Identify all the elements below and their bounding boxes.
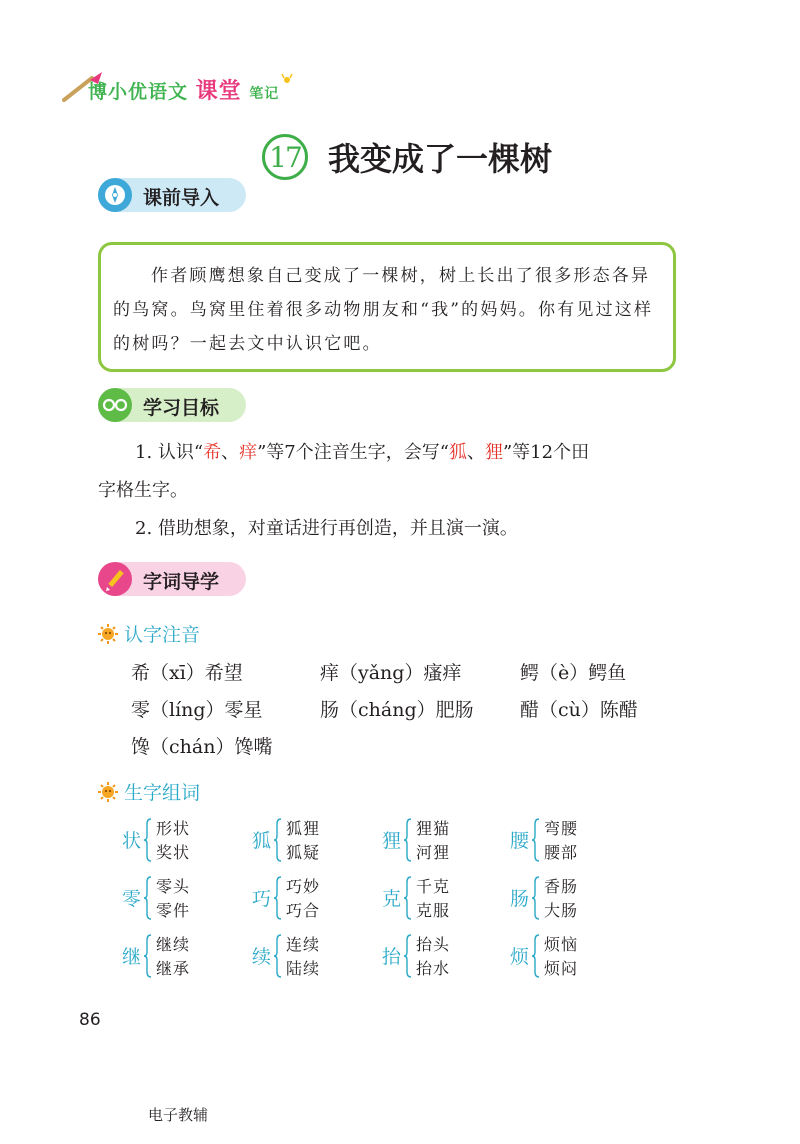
sun-icon [97,623,119,645]
word-group-word: 克服 [416,901,451,920]
brace-icon [144,934,152,978]
word-group-char: 烦 [510,946,530,968]
word-group-word: 陆续 [286,959,321,978]
brace-icon [404,934,412,978]
brand-logo [88,74,279,105]
word-group-word: 烦恼 [544,935,579,954]
footer-note: 电子教辅 [148,1106,209,1124]
brace-icon [144,818,152,862]
intro-text: 作者顾鹰想象自己变成了一棵树，树上长出了很多形态各异的鸟窝。鸟窝里住着很多动物朋友和“我”的妈妈。你有见过这样的树吗？一起去文中认识它吧。 [113,266,654,354]
pencil-icon [98,562,132,596]
word-group-char: 状 [122,830,142,852]
word-group-word: 零头 [156,877,191,896]
section-intro-label: 课前导入 [143,187,220,209]
brace-icon [144,876,152,920]
word-group-word: 形状 [156,819,191,838]
logo-part1: 博小优语文 [88,81,189,103]
pinyin-item: 希（xī）希望 [131,662,243,684]
word-groups-heading: 生字组词 [124,782,201,804]
word-group-word: 腰部 [544,843,579,862]
pinyin-item: 肠（cháng）肥肠 [320,699,474,721]
brace-icon [532,876,540,920]
brace-icon [274,876,282,920]
goal-1-line2: 字格生字。 [98,480,188,501]
word-group-char: 狸 [382,830,402,852]
word-group-word: 烦闷 [544,959,579,978]
glasses-icon [98,388,132,422]
word-group-word: 巧合 [286,901,321,920]
word-group-word: 千克 [416,877,451,896]
brace-icon [532,934,540,978]
word-group-char: 巧 [252,888,272,910]
brace-icon [274,934,282,978]
word-group-word: 连续 [286,935,321,954]
goal-1-line1: 1. 认识“希、痒”等7个注音生字，会写“狐、狸”等12个田 [135,442,590,463]
word-group-word: 抬头 [416,935,451,954]
sun-icon [97,781,119,803]
word-group-char: 抬 [382,946,402,968]
word-group-char: 续 [252,946,272,968]
word-group-char: 腰 [510,830,530,852]
logo-part3: 笔记 [249,86,280,102]
logo-part2: 课堂 [195,79,242,104]
pinyin-item: 零（líng）零星 [131,699,263,721]
word-group-char: 零 [122,888,142,910]
section-words-label: 字词导学 [143,571,220,593]
pinyin-item: 鳄（è）鳄鱼 [520,662,627,684]
brace-icon [274,818,282,862]
page-number: 86 [79,1010,101,1030]
word-group-word: 继承 [156,959,191,978]
word-group-word: 巧妙 [286,877,321,896]
word-group-word: 大肠 [544,901,579,920]
lesson-number: 17 [262,134,308,180]
section-goals-label: 学习目标 [143,397,220,419]
word-group-word: 继续 [156,935,191,954]
word-group-char: 狐 [252,830,272,852]
word-group-word: 河狸 [416,843,451,862]
pinyin-item: 馋（chán）馋嘴 [131,736,273,758]
word-group-word: 狸猫 [416,819,451,838]
word-group-word: 狐疑 [286,843,321,862]
word-group-word: 奖状 [156,843,191,862]
goal-2: 2. 借助想象，对童话进行再创造，并且演一演。 [135,518,518,539]
recognize-heading: 认字注音 [124,624,201,646]
word-group-word: 零件 [156,901,191,920]
word-group-word: 狐狸 [286,819,321,838]
brace-icon [404,818,412,862]
brace-icon [404,876,412,920]
word-group-char: 肠 [510,888,530,910]
word-group-word: 抬水 [416,959,451,978]
word-group-word: 弯腰 [544,819,579,838]
lesson-title: 我变成了一棵树 [328,140,553,178]
brace-icon [532,818,540,862]
word-group-char: 继 [122,946,142,968]
word-group-word: 香肠 [544,877,579,896]
pinyin-item: 痒（yǎng）瘙痒 [320,662,462,684]
compass-icon [98,178,132,212]
pinyin-item: 醋（cù）陈醋 [520,699,638,721]
word-group-char: 克 [382,888,402,910]
